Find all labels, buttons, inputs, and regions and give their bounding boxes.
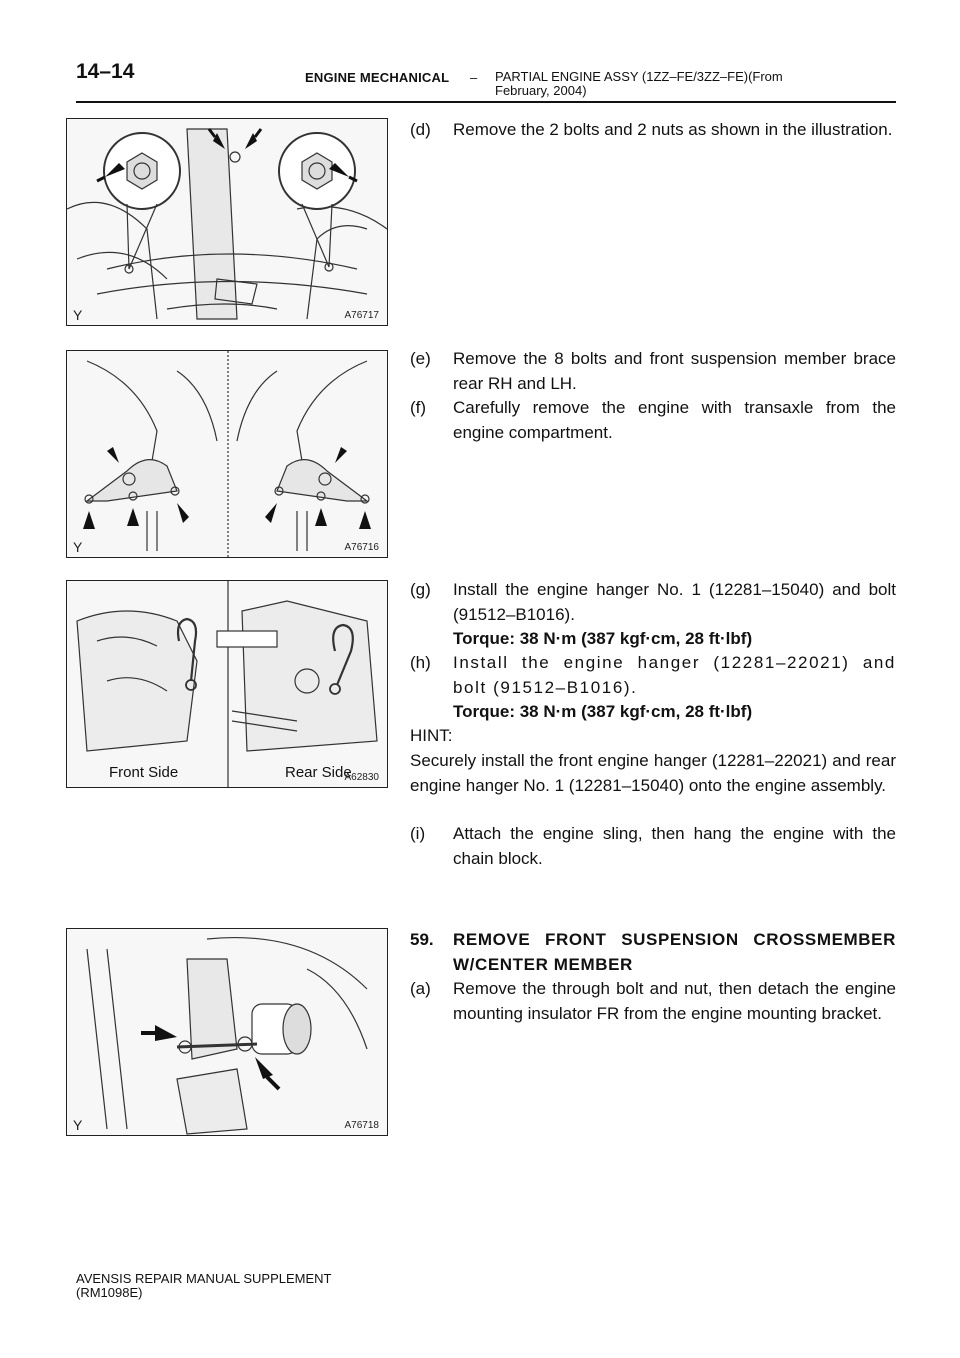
page-number: 14–14	[76, 60, 135, 83]
step-text: Remove the through bolt and nut, then detach the engine mounting insulator FR from the engine mounting bracket.	[453, 979, 896, 1023]
step-text: Attach the engine sling, then hang the engine with the chain block.	[453, 824, 896, 868]
step-label: (g)	[410, 580, 431, 599]
step-text: Install the engine hanger No. 1 (12281–15040) and bolt (91512–B1016).	[453, 580, 896, 624]
step-label: (f)	[410, 398, 427, 417]
step-text: Install the engine hanger (12281–22021) and bolt (91512–B1016).	[453, 653, 896, 697]
footer	[76, 1272, 332, 1300]
step-label: (e)	[410, 349, 431, 368]
step-text: Carefully remove the engine with transaxle from the engine compartment.	[453, 398, 896, 442]
header-rule	[76, 101, 896, 103]
section-title: ENGINE MECHANICAL	[305, 70, 450, 85]
figure-mark: Y	[73, 1117, 83, 1133]
footer-manual-name: AVENSIS REPAIR MANUAL SUPPLEMENT	[76, 1271, 332, 1286]
step-h	[410, 651, 896, 725]
step-i	[410, 822, 896, 871]
chapter-title: PARTIAL ENGINE ASSY (1ZZ–FE/3ZZ–FE)(From February, 2004)	[495, 69, 783, 98]
step-f	[410, 396, 896, 445]
caption-rear-side: Rear Side	[285, 764, 352, 781]
step-e	[410, 347, 896, 396]
step-label: (h)	[410, 653, 431, 672]
torque-spec: Torque: 38 N·m (387 kgf·cm, 28 ft·lbf)	[453, 702, 753, 721]
figure-mark: Y	[73, 307, 83, 323]
figure-engine-hangers	[66, 580, 388, 788]
step-g	[410, 578, 896, 652]
figure-member-brace	[66, 350, 388, 558]
footer-manual-code: (RM1098E)	[76, 1285, 143, 1300]
step-d	[410, 118, 896, 143]
figure-code: A62830	[344, 772, 379, 783]
figure-code: A76718	[344, 1120, 379, 1131]
step-text: REMOVE FRONT SUSPENSION CROSSMEMBER W/CENTER MEMBER	[453, 930, 896, 974]
step-label: (a)	[410, 979, 431, 998]
header-dash: –	[470, 70, 478, 85]
mount-insulator-illustration	[67, 929, 388, 1136]
step-label: (d)	[410, 120, 431, 139]
figure-mark: Y	[73, 539, 83, 555]
figure-code: A76717	[344, 310, 379, 321]
engine-hanger-illustration	[67, 581, 388, 788]
step-label: 59.	[410, 930, 434, 949]
figure-code: A76716	[344, 542, 379, 553]
step-text: Remove the 2 bolts and 2 nuts as shown in the illustration.	[453, 120, 893, 139]
caption-front-side: Front Side	[109, 764, 179, 781]
figure-mount-insulator	[66, 928, 388, 1136]
torque-spec: Torque: 38 N·m (387 kgf·cm, 28 ft·lbf)	[453, 629, 753, 648]
member-brace-illustration	[67, 351, 388, 558]
step-text: Remove the 8 bolts and front suspension member brace rear RH and LH.	[453, 349, 896, 393]
step-59-heading	[410, 928, 896, 977]
engine-subframe-illustration	[67, 119, 388, 326]
hint-label: HINT:	[410, 726, 453, 745]
figure-bolts-nuts	[66, 118, 388, 326]
hint-text: Securely install the front engine hanger (12281–22021) and rear engine hanger No. 1 (12281–15040) onto the engine assembly.	[410, 751, 896, 795]
step-label: (i)	[410, 824, 426, 843]
step-a	[410, 977, 896, 1026]
